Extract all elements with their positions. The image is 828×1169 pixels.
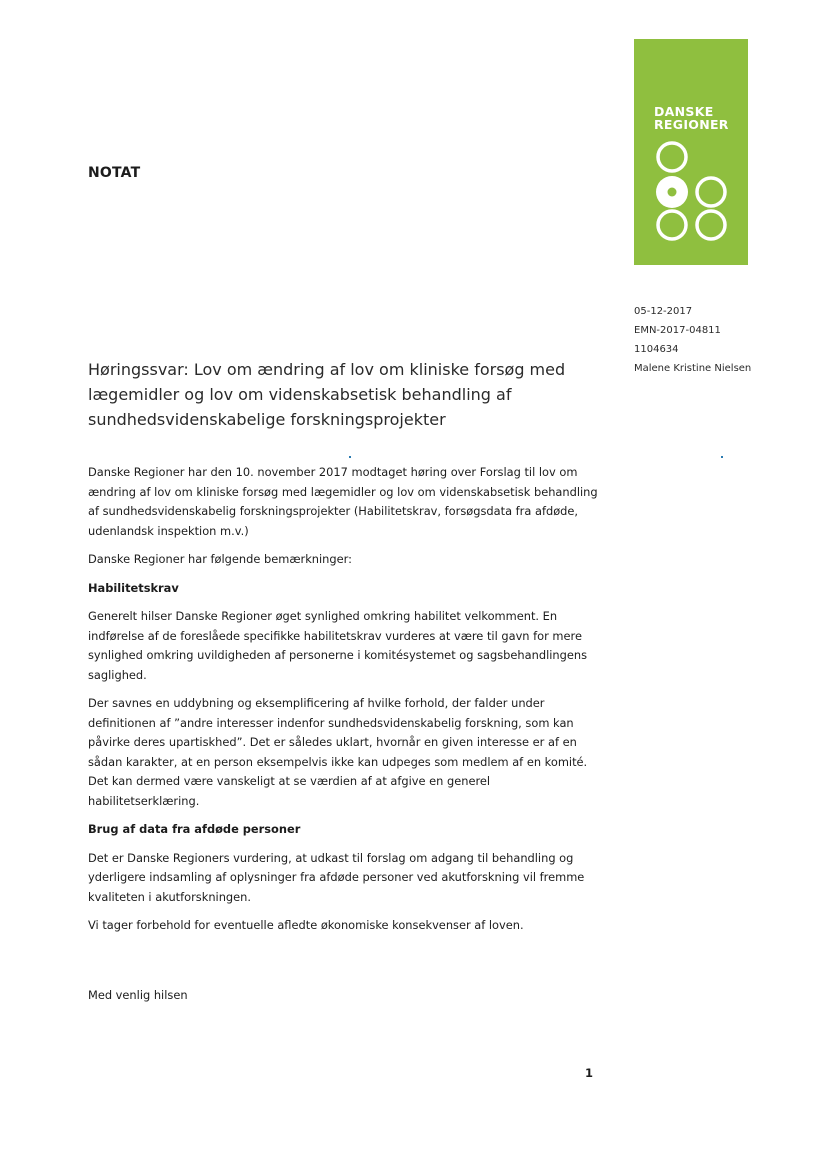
document-type-label: NOTAT: [88, 165, 141, 181]
section-heading-habilitetskrav: Habilitetskrav: [88, 580, 179, 595]
paragraph: Der savnes en uddybning og eksemplificering af hvilke forhold, der falder under definitionen af ”andre interesser indenfor sundhedsvidenskabelig forskning, som kan påvirke deres upartiskhed”. Det er således uklart, hvornår en given interesse er af en sådan karakter, at en person eksempelvis ikke kan udpeges som medlem af en komité. Det kan dermed være vanskeligt at se værdien af at afgive en generel habilitetserklæring.: [88, 696, 588, 808]
logo-line-1: DANSKE: [654, 104, 714, 119]
document-body: [88, 463, 598, 945]
remarks-intro: Danske Regioner har følgende bemærkninger:: [88, 552, 352, 566]
stray-mark: [721, 456, 723, 458]
closing-salutation: Med venlig hilsen: [88, 988, 188, 1002]
page-number: 1: [585, 1066, 594, 1080]
case-number: EMN-2017-04811: [634, 325, 721, 336]
intro-paragraph: Danske Regioner har den 10. november 2017 modtaget høring over Forslag til lov om ændring af lov om kliniske forsøg med lægemidler og lov om videnskabsetisk behandling af sundhedsvidenskabelig forskningsprojekter (Habilitetskrav, forsøgsdata fra afdøde, udenlandsk inspektion m.v.): [88, 465, 598, 538]
document-title: Høringssvar: Lov om ændring af lov om kliniske forsøg med lægemidler og lov om videnskabsetisk behandling af sundhedsvidenskabelige forskningsprojekter: [88, 360, 566, 429]
paragraph: Det er Danske Regioners vurdering, at udkast til forslag om adgang til behandling og yderligere indsamling af oplysninger fra afdøde personer ved akutforskning vil fremme kvaliteten i akutforskningen.: [88, 850, 585, 904]
logo-line-2: REGIONER: [654, 117, 729, 132]
document-metadata: [634, 302, 751, 378]
section-heading-afdoede-personer: Brug af data fra afdøde personer: [88, 822, 301, 836]
document-id: 1104634: [634, 344, 679, 355]
stray-mark: [349, 456, 351, 458]
paragraph: Generelt hilser Danske Regioner øget synlighed omkring habilitet velkomment. En indførelse af de foreslåede specifikke habilitetskrav vurderes at være til gavn for mere synlighed omkring uvildigheden af personerne i komitésystemet og sagsbehandlingens saglighed.: [88, 609, 588, 682]
paragraph: Vi tager forbehold for eventuelle afledte økonomiske konsekvenser af loven.: [88, 918, 524, 932]
danske-regioner-logo: [634, 39, 748, 265]
author-name: Malene Kristine Nielsen: [634, 363, 752, 374]
logo-circles-icon: [634, 39, 748, 265]
document-date: 05-12-2017: [634, 306, 693, 317]
